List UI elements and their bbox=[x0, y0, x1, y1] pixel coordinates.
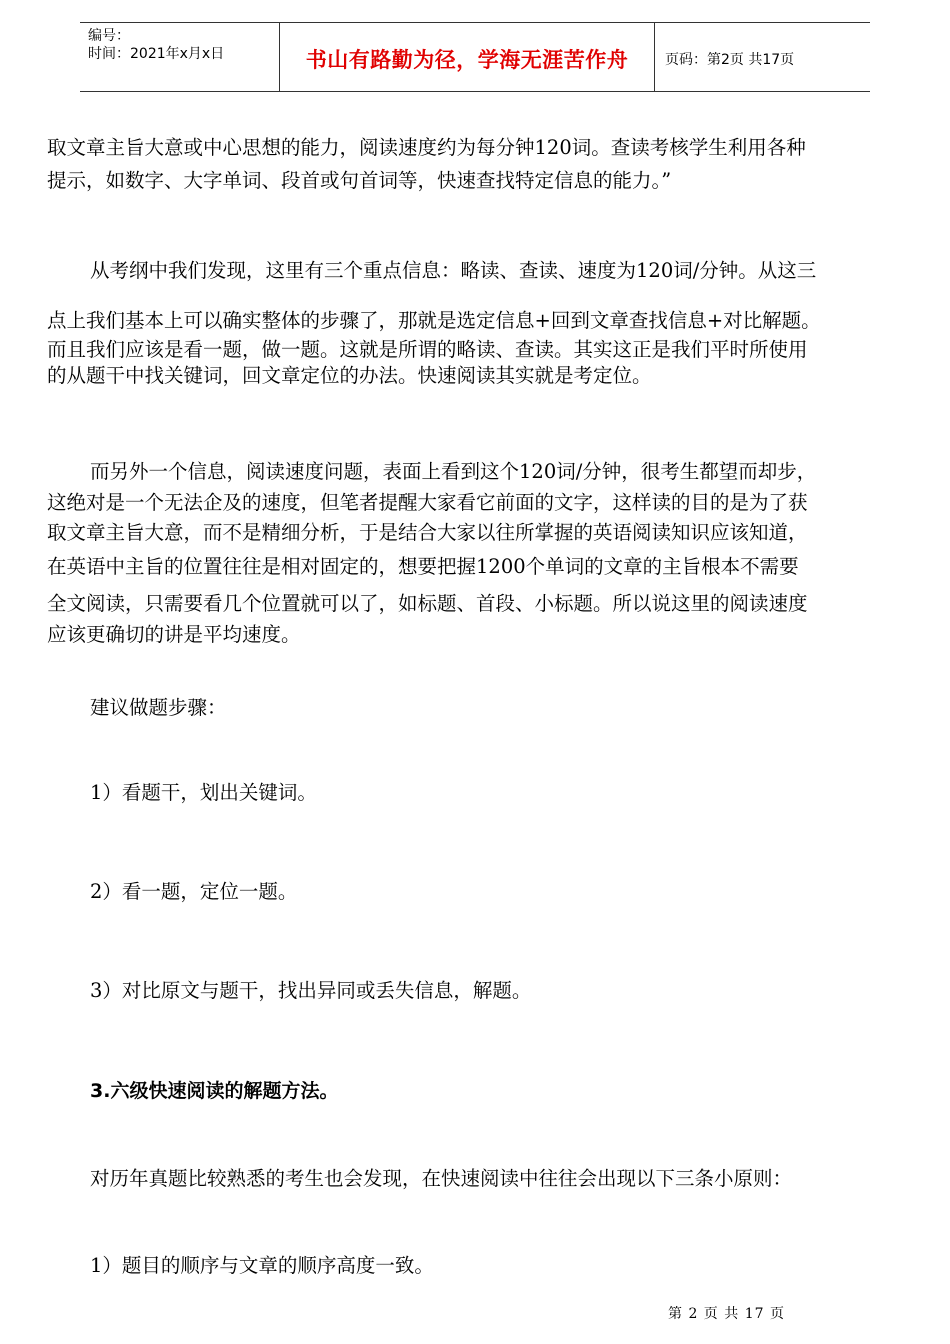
text-line: 全文阅读，只需要看几个位置就可以了，如标题、首段、小标题。所以说这里的阅读速度 bbox=[47, 592, 808, 615]
step-2: 2）看一题，定位一题。 bbox=[90, 880, 298, 903]
paragraph-1 bbox=[47, 131, 917, 197]
intro-paragraph: 对历年真题比较熟悉的考生也会发现，在快速阅读中往往会出现以下三条小原则： bbox=[90, 1167, 793, 1190]
text-line: 应该更确切的讲是平均速度。 bbox=[47, 623, 301, 646]
header-page-info: 页码：第2页 共17页 bbox=[665, 52, 795, 68]
paragraph-3 bbox=[47, 455, 917, 648]
text-line: 在英语中主旨的位置往往是相对固定的，想要把握1200个单词的文章的主旨根本不需要 bbox=[47, 555, 799, 578]
text-line: 的从题干中找关键词，回文章定位的办法。快速阅读其实就是考定位。 bbox=[47, 364, 652, 387]
text-line: 从考纲中我们发现，这里有三个重点信息：略读、查读、速度为120词/分钟。从这三 bbox=[90, 259, 817, 282]
rule-1: 1）题目的顺序与文章的顺序高度一致。 bbox=[90, 1254, 434, 1277]
step-3: 3）对比原文与题干，找出异同或丢失信息，解题。 bbox=[90, 979, 532, 1002]
page-header bbox=[80, 22, 870, 92]
text-line: 取文章主旨大意，而不是精细分析，于是结合大家以往所掌握的英语阅读知识应该知道， bbox=[47, 521, 808, 544]
document-number-label: 编号： bbox=[88, 28, 130, 44]
suggestion-title: 建议做题步骤： bbox=[90, 696, 227, 719]
header-meta bbox=[80, 23, 280, 91]
step-1: 1）看题干，划出关键词。 bbox=[90, 781, 317, 804]
text-line: 取文章主旨大意或中心思想的能力，阅读速度约为每分钟120词。查读考核学生利用各种 bbox=[47, 136, 806, 159]
page-footer: 第 2 页 共 17 页 bbox=[668, 1306, 785, 1322]
text-line: 而另外一个信息，阅读速度问题，表面上看到这个120词/分钟，很考生都望而却步， bbox=[90, 460, 817, 483]
text-line: 而且我们应该是看一题，做一题。这就是所谓的略读、查读。其实这正是我们平时所使用 bbox=[47, 338, 808, 361]
text-line: 这绝对是一个无法企及的速度，但笔者提醒大家看它前面的文字，这样读的目的是为了获 bbox=[47, 491, 808, 514]
header-motto: 书山有路勤为径，学海无涯苦作舟 bbox=[280, 23, 655, 91]
text-line: 点上我们基本上可以确实整体的步骤了，那就是选定信息+回到文章查找信息+对比解题。 bbox=[47, 309, 821, 332]
paragraph-2 bbox=[47, 254, 917, 389]
document-time-label: 时间：2021年x月x日 bbox=[88, 46, 225, 62]
text-line: 提示，如数字、大字单词、段首或句首词等，快速查找特定信息的能力。” bbox=[47, 169, 672, 192]
section-heading: 3.六级快速阅读的解题方法。 bbox=[90, 1080, 339, 1102]
